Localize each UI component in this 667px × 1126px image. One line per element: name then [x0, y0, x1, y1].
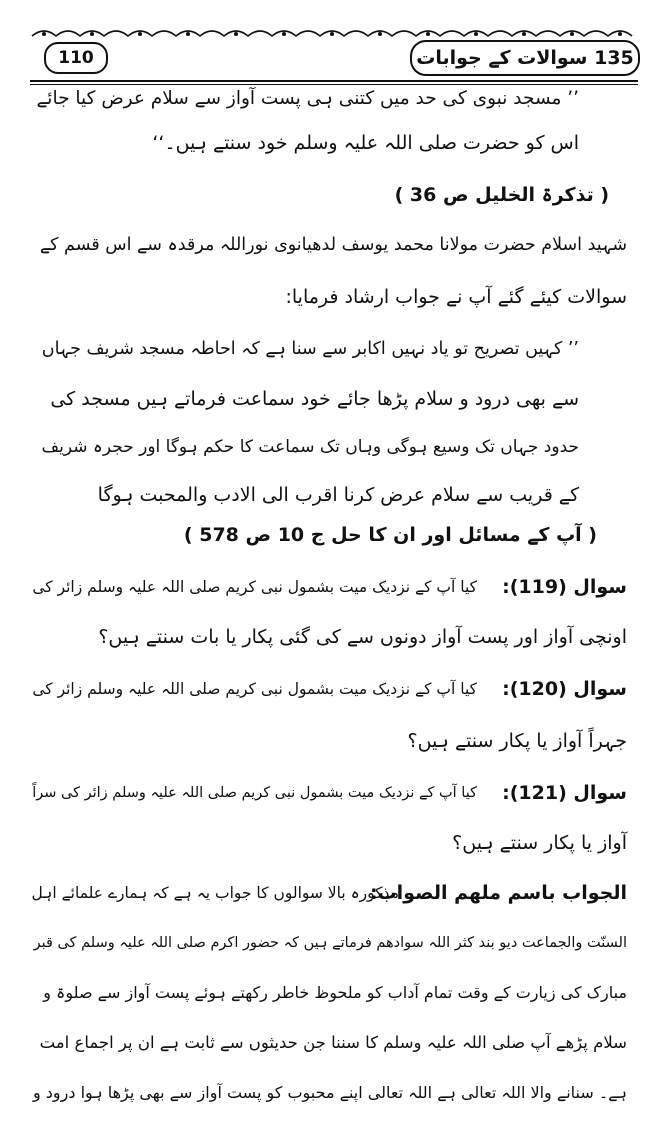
- question-121-line-1: کیا آپ کے نزدیک میت بشمول نبی کریم صلی اللہ علیہ وسلم زائر کی سراً: [32, 785, 477, 801]
- answer-line-5: ہے۔ سنانے والا اللہ تعالی ہے اللہ تعالی اپنے محبوب کو پست آواز سے بھی پڑھا ہوا درود و: [32, 1083, 627, 1102]
- question-120-line-1: کیا آپ کے نزدیک میت بشمول نبی کریم صلی اللہ علیہ وسلم زائر کی: [32, 680, 477, 698]
- answer-label: الجواب باسم ملھم الصواب:: [369, 882, 627, 904]
- book-title: 135 سوالات کے جوابات: [410, 40, 640, 76]
- quote-line-2: اس کو حضرت صلی اللہ علیہ وسلم خود سنتے ہیں۔‘‘: [152, 132, 579, 154]
- quote2-line-1: ’’ کہیں تصریح تو یاد نہیں اکابر سے سنا ہے کہ احاطہ مسجد شریف جہاں: [41, 339, 579, 359]
- answer-line-4: سلام پڑھے آپ صلی اللہ علیہ وسلم کا سننا جن حدیثوں سے ثابت ہے ان پر اجماع امت: [39, 1033, 627, 1052]
- page-number: 110: [44, 42, 108, 74]
- paragraph-line-1: شہید اسلام حضرت مولانا محمد یوسف لدھیانوی نوراللہ مرقدہ سے اس قسم کے: [39, 235, 627, 255]
- question-119-line-1: کیا آپ کے نزدیک میت بشمول نبی کریم صلی اللہ علیہ وسلم زائر کی: [32, 578, 477, 596]
- quote2-line-2: سے بھی درود و سلام پڑھا جائے خود سماعت فرماتے ہیں مسجد کی: [50, 388, 579, 410]
- answer-line-1: مذکورہ بالا سوالوں کا جواب یہ ہے کہ ہمارے علمائے اہل: [31, 884, 399, 902]
- question-120-line-2: جہراً آواز یا پکار سنتے ہیں؟: [407, 730, 627, 752]
- ornament-border: [30, 26, 638, 40]
- quote2-line-3: حدود جہاں تک وسیع ہوگی وہاں تک سماعت کا حکم ہوگا اور حجرہ شریف: [41, 437, 579, 457]
- citation-2: ( آپ کے مسائل اور ان کا حل ج 10 ص 578 ): [183, 524, 597, 546]
- question-119-line-2: اونچی آواز اور پست آواز دونوں سے کی گئی پکار یا بات سنتے ہیں؟: [98, 626, 627, 648]
- quote2-line-4: کے قریب سے سلام عرض کرنا اقرب الی الادب والمحبت ہوگا: [97, 484, 579, 506]
- answer-line-2: السنّت والجماعت دیو بند کثر اللہ سوادھم فرماتے ہیں کہ حضور اکرم صلی اللہ علیہ وسلم کی قبر: [33, 935, 627, 951]
- paragraph-line-2: سوالات کیئے گئے آپ نے جواب ارشاد فرمایا:: [285, 286, 627, 308]
- quote-line-1: ’’ مسجد نبوی کی حد میں کتنی ہی پست آواز سے سلام عرض کیا جائے: [36, 88, 579, 109]
- header-rule: [30, 80, 638, 82]
- question-120-label: سوال (120):: [502, 678, 627, 700]
- answer-line-3: مبارک کی زیارت کے وقت تمام آداب کو ملحوظ خاطر رکھتے ہوئے پست آواز سے صلوۃ و: [43, 983, 627, 1002]
- question-121-label: سوال (121):: [502, 782, 627, 804]
- question-121-line-2: آواز یا پکار سنتے ہیں؟: [452, 832, 627, 854]
- question-119-label: سوال (119):: [502, 576, 627, 598]
- page-header: [30, 26, 638, 86]
- citation-1: ( تذکرۃ الخلیل ص 36 ): [394, 184, 609, 206]
